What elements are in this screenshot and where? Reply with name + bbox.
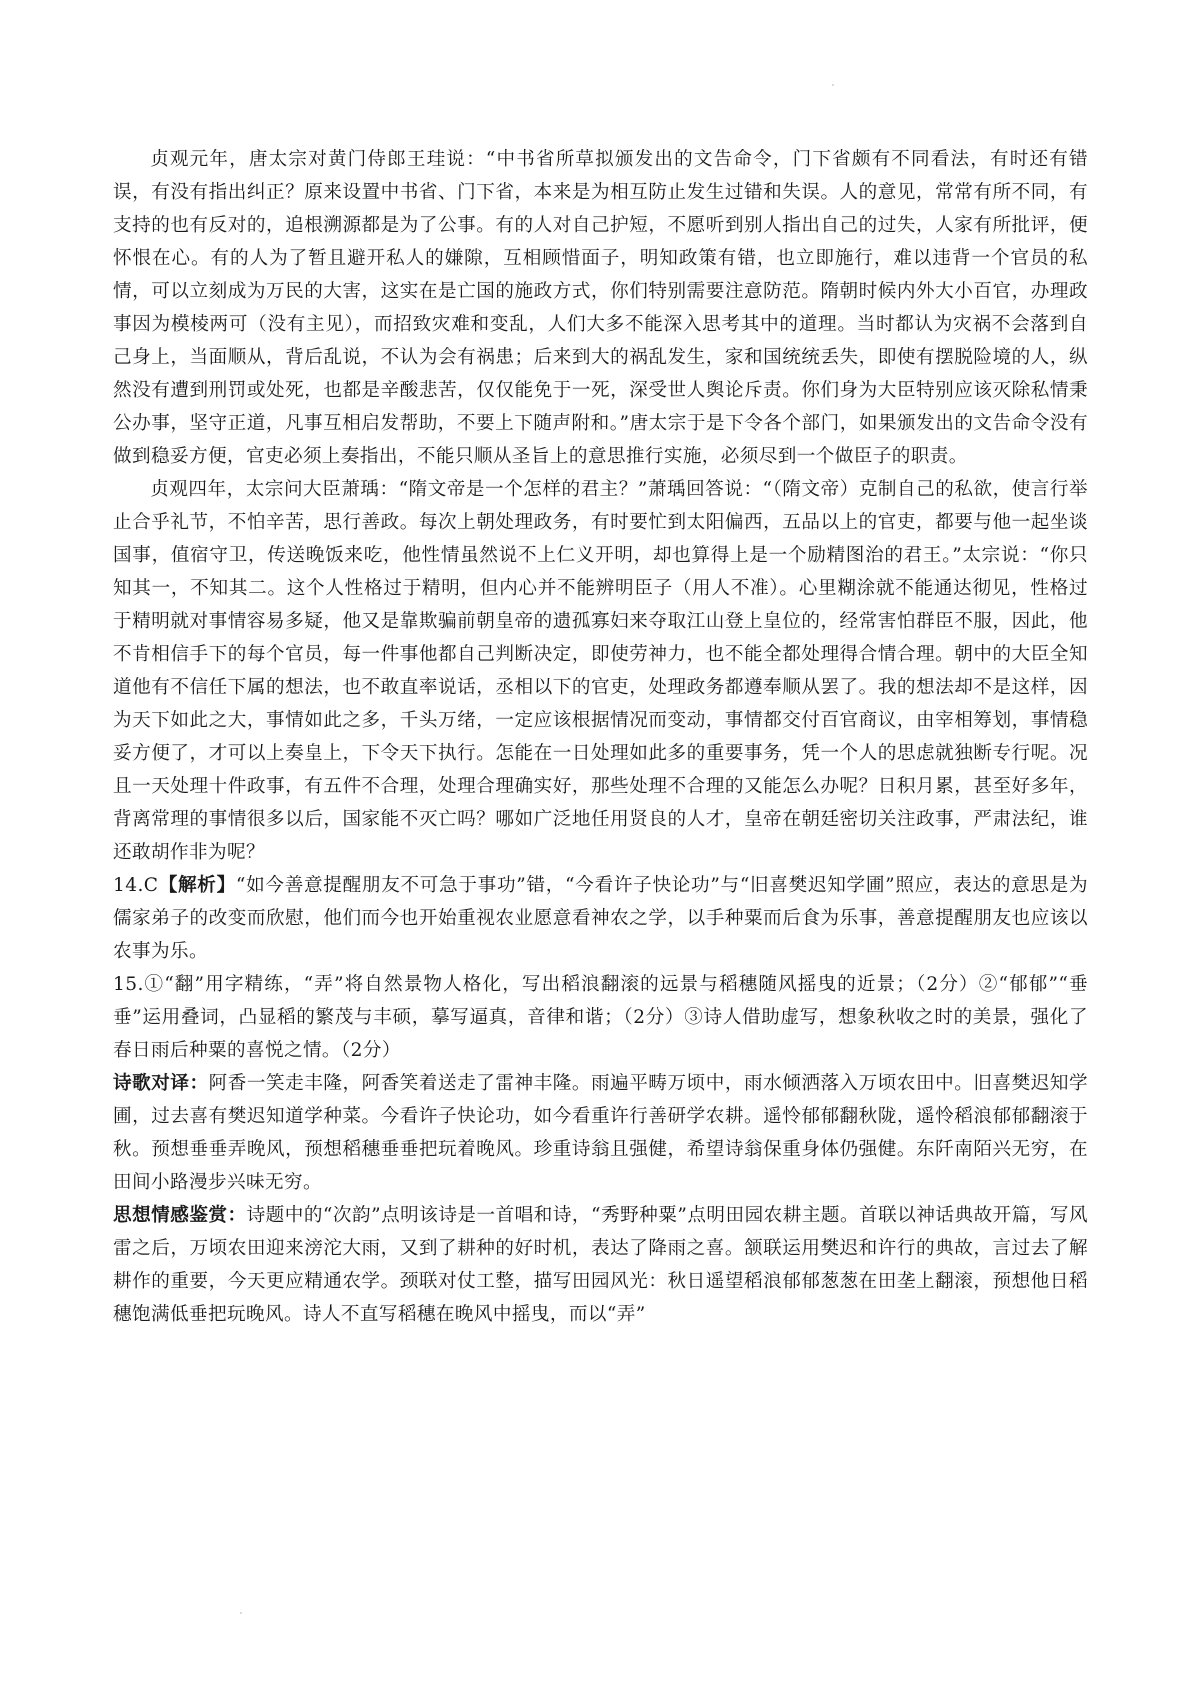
emotion-appreciation-text: 诗题中的“次韵”点明该诗是一首唱和诗，“秀野种粟”点明田园农耕主题。首联以神话典故开篇，写风雷之后，万顷农田迎来滂沱大雨，又到了耕种的好时机，表达了降雨之喜。颔联运用樊迟和许行的典故，言过去了解耕作的重要，今天更应精通农学。颈联对仗工整，描写田园风光：秋日遥望稻浪郁郁葱葱在田垄上翻滚，预想他日稻穗饱满低垂把玩晚风。诗人不直写稻穗在晚风中摇曳，而以“弄” [113,1205,1088,1325]
analysis-tag: 【解析】 [158,875,236,896]
document-body [113,143,1088,1331]
answer-14-text: “如今善意提醒朋友不可急于事功”错，“今看许子快论功”与“旧喜樊迟知学圃”照应，表达的意思是为儒家弟子的改变而欣慰，他们而今也开始重视农业愿意看神农之学，以手种粟而后食为乐事，善意提醒朋友也应该以农事为乐。 [113,875,1088,962]
poem-translation [113,1067,1088,1199]
poem-translation-label: 诗歌对译： [113,1073,209,1094]
scan-speck [832,84,834,86]
answer-15 [113,968,1088,1067]
poem-translation-text: 阿香一笑走丰隆，阿香笑着送走了雷神丰隆。雨遍平畴万顷中，雨水倾洒落入万顷农田中。旧喜樊迟知学圃，过去喜有樊迟知道学种菜。今看许子快论功，如今看重许行善研学农耕。遥怜郁郁翻秋陇，遥怜稻浪郁郁翻滚于秋。预想垂垂弄晚风，预想稻穗垂垂把玩着晚风。珍重诗翁且强健，希望诗翁保重身体仍强健。东阡南陌兴无穷，在田间小路漫步兴味无穷。 [113,1073,1088,1193]
translation-paragraph-1: 贞观元年，唐太宗对黄门侍郎王珪说：“中书省所草拟颁发出的文告命令，门下省颇有不同看法，有时还有错误，有没有指出纠正？原来设置中书省、门下省，本来是为相互防止发生过错和失误。人的意见，常常有所不同，有支持的也有反对的，追根溯源都是为了公事。有的人对自己护短，不愿听到别人指出自己的过失，人家有所批评，便怀恨在心。有的人为了暂且避开私人的嫌隙，互相顾惜面子，明知政策有错，也立即施行，难以违背一个官员的私情，可以立刻成为万民的大害，这实在是亡国的施政方式，你们特别需要注意防范。隋朝时候内外大小百官，办理政事因为模棱两可（没有主见），而招致灾难和变乱，人们大多不能深入思考其中的道理。当时都认为灾祸不会落到自己身上，当面顺从，背后乱说，不认为会有祸患；后来到大的祸乱发生，家和国统统丢失，即使有摆脱险境的人，纵然没有遭到刑罚或处死，也都是辛酸悲苦，仅仅能免于一死，深受世人舆论斥责。你们身为大臣特别应该灭除私情秉公办事，坚守正道，凡事互相启发帮助，不要上下随声附和。”唐太宗于是下令各个部门，如果颁发出的文告命令没有做到稳妥方便，官吏必须上奏指出，不能只顺从圣旨上的意思推行实施，必须尽到一个做臣子的职责。 [113,149,1088,467]
answer-15-number: 15. [113,974,144,995]
scan-speck [240,1612,242,1614]
answer-14 [113,869,1088,968]
emotion-appreciation [113,1199,1088,1331]
answer-14-number: 14.C [113,875,159,896]
emotion-appreciation-label: 思想情感鉴赏： [113,1205,247,1226]
translation-paragraph-2: 贞观四年，太宗问大臣萧瑀：“隋文帝是一个怎样的君主？”萧瑀回答说：“（隋文帝）克制自己的私欲，使言行举止合乎礼节，不怕辛苦，思行善政。每次上朝处理政务，有时要忙到太阳偏西，五品以上的官吏，都要与他一起坐谈国事，值宿守卫，传送晚饭来吃，他性情虽然说不上仁义开明，却也算得上是一个励精图治的君王。”太宗说：“你只知其一，不知其二。这个人性格过于精明，但内心并不能辨明臣子（用人不准）。心里糊涂就不能通达彻见，性格过于精明就对事情容易多疑，他又是靠欺骗前朝皇帝的遗孤寡妇来夺取江山登上皇位的，经常害怕群臣不服，因此，他不肯相信手下的每个官员，每一件事他都自己判断决定，即使劳神力，也不能全都处理得合情合理。朝中的大臣全知道他有不信任下属的想法，也不敢直率说话，丞相以下的官吏，处理政务都遵奉顺从罢了。我的想法却不是这样，因为天下如此之大，事情如此之多，千头万绪，一定应该根据情况而变动，事情都交付百官商议，由宰相筹划，事情稳妥方便了，才可以上奏皇上，下令天下执行。怎能在一日处理如此多的重要事务，凭一个人的思虑就独断专行呢。况且一天处理十件政事，有五件不合理，处理合理确实好，那些处理不合理的又能怎么办呢？日积月累，甚至好多年，背离常理的事情很多以后，国家能不灭亡吗？哪如广泛地任用贤良的人才，皇帝在朝廷密切关注政事，严肃法纪，谁还敢胡作非为呢？ [113,479,1088,863]
answer-15-text: ①“翻”用字精练，“弄”将自然景物人格化，写出稻浪翻滚的远景与稻穗随风摇曳的近景；（2分）②“郁郁”“垂垂”运用叠词，凸显稻的繁茂与丰硕，摹写逼真，音律和谐；（2分）③诗人借助虚写，想象秋收之时的美景，强化了春日雨后种粟的喜悦之情。（2分） [113,974,1088,1061]
